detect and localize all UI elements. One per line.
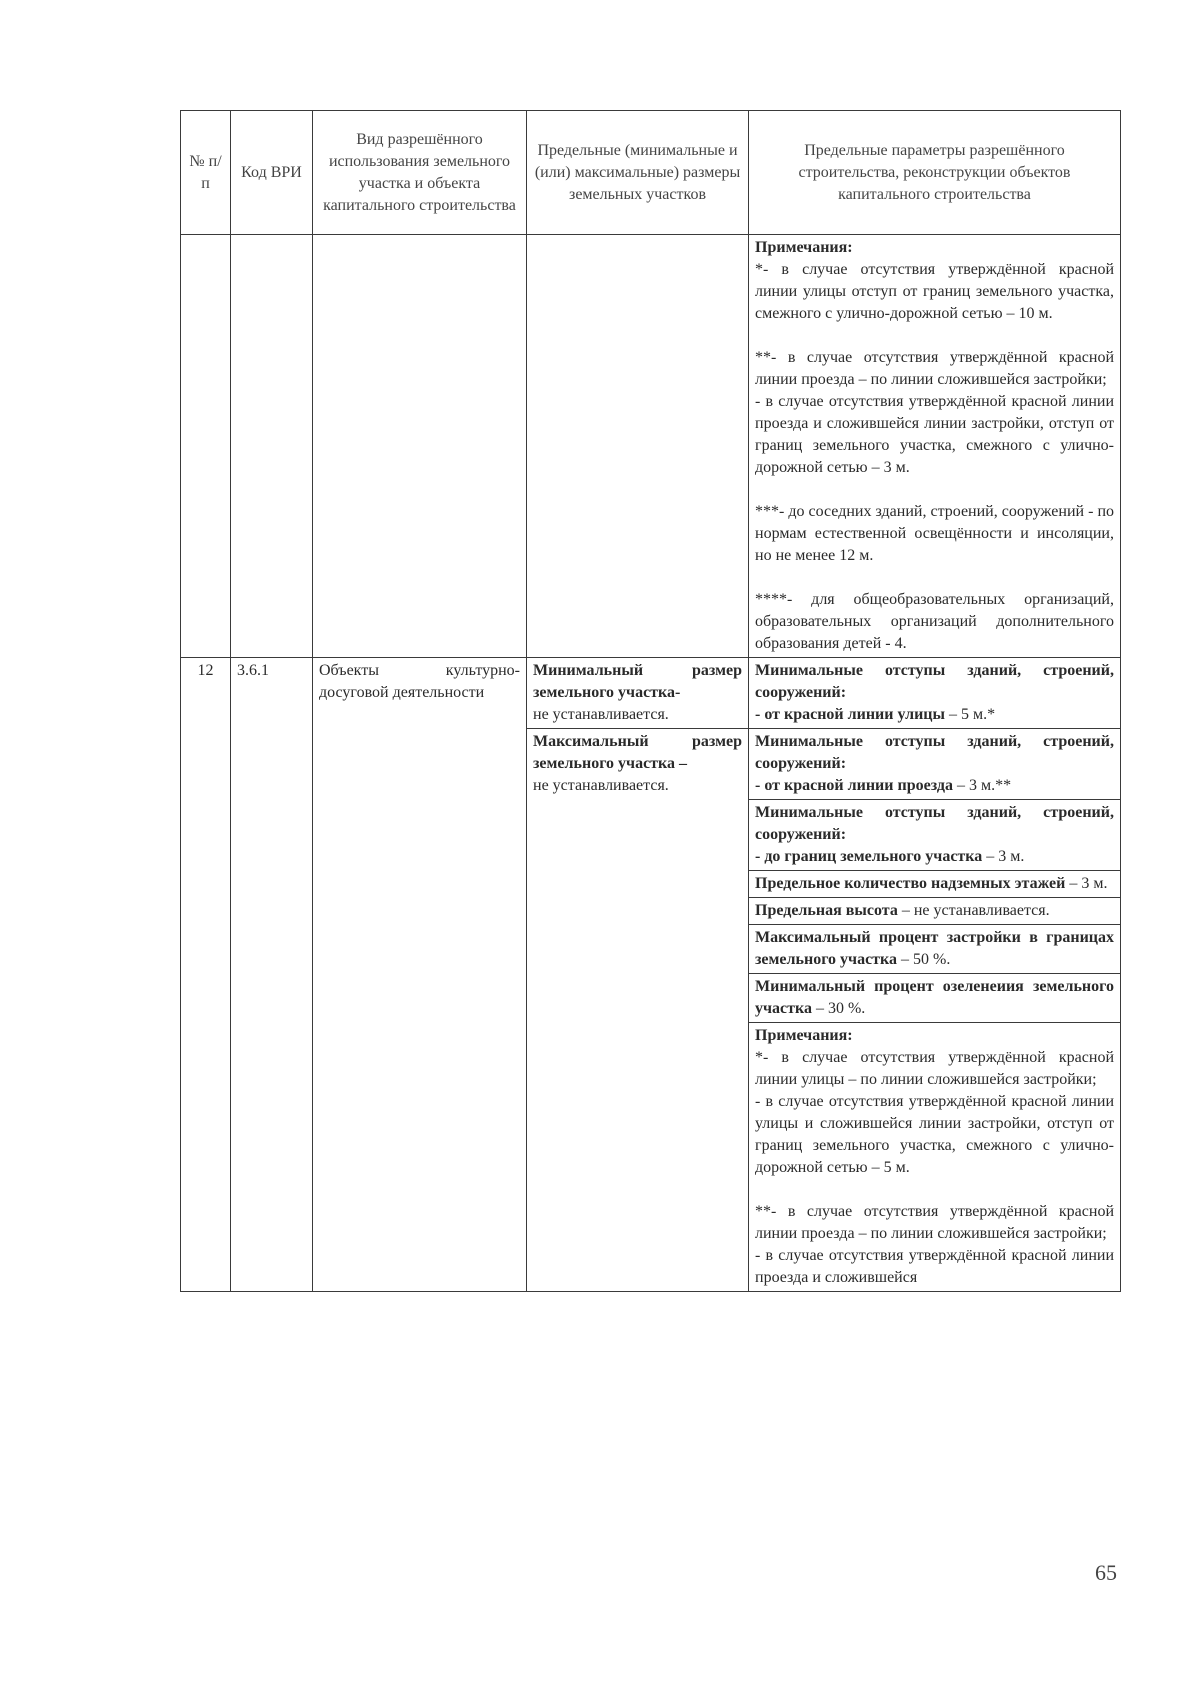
min-size-label: Минимальный размер земельного участка- <box>533 662 742 701</box>
note-paragraph: ****- для общеобразовательных организаций, образовательных организаций дополнительного образования детей - 4. <box>755 591 1114 652</box>
param-cell: Минимальные отступы зданий, строений, сооружений: - от красной линии проезда – 3 м.** <box>749 729 1121 800</box>
table-row-continuation <box>181 235 1121 658</box>
param-cell: Максимальный процент застройки в границах земельного участка – 50 %. <box>749 925 1121 974</box>
row-code: 3.6.1 <box>231 658 313 1292</box>
header-plot-size: Предельные (минимальные и (или) максимальные) размеры земельных участков <box>527 111 749 235</box>
note-paragraph: - в случае отсутствия утверждённой красной линии проезда и сложившейся <box>755 1247 1114 1286</box>
max-size-label: Максимальный размер земельного участка – <box>533 733 742 772</box>
regulations-table <box>180 110 1121 1292</box>
note-paragraph: *- в случае отсутствия утверждённой красной линии улицы – по линии сложившейся застройки; <box>755 1049 1114 1088</box>
param-cell: Минимальные отступы зданий, строений, сооружений: - от красной линии улицы – 5 м.* <box>749 658 1121 729</box>
max-size-cell <box>527 729 749 1292</box>
header-number: № п/п <box>181 111 231 235</box>
min-size-cell <box>527 658 749 729</box>
param-cell: Минимальные отступы зданий, строений, сооружений: - до границ земельного участка – 3 м. <box>749 800 1121 871</box>
note-paragraph: ***- до соседних зданий, строений, сооружений - по нормам естественной освещённости и инсоляции, но не менее 12 м. <box>755 503 1114 564</box>
min-size-value: не устанавливается. <box>533 706 669 723</box>
header-code: Код ВРИ <box>231 111 313 235</box>
note-paragraph: - в случае отсутствия утверждённой красной линии улицы и сложившейся линии застройки, отступ от границ земельного участка, смежного с улично-дорожной сетью – 5 м. <box>755 1093 1114 1176</box>
param-cell: Предельное количество надземных этажей – 3 м. <box>749 871 1121 898</box>
table-header-row <box>181 111 1121 235</box>
header-use-type: Вид разрешённого использования земельного участка и объекта капитального строительства <box>313 111 527 235</box>
param-cell: Предельная высота – не устанавливается. <box>749 898 1121 925</box>
header-parameters: Предельные параметры разрешённого строительства, реконструкции объектов капитального строительства <box>749 111 1121 235</box>
notes-cell <box>749 235 1121 658</box>
note-paragraph: **- в случае отсутствия утверждённой красной линии проезда – по линии сложившейся застройки; <box>755 349 1114 388</box>
notes-title: Примечания: <box>755 1027 853 1044</box>
note-paragraph: **- в случае отсутствия утверждённой красной линии проезда – по линии сложившейся застройки; <box>755 1203 1114 1242</box>
page-number: 65 <box>1095 1560 1117 1585</box>
max-size-value: не устанавливается. <box>533 777 669 794</box>
row-use-type: Объекты культурно-досуговой деятельности <box>313 658 527 1292</box>
notes-title: Примечания: <box>755 239 853 256</box>
note-paragraph: - в случае отсутствия утверждённой красной линии проезда и сложившейся линии застройки, отступ от границ земельного участка, смежного с улично-дорожной сетью – 3 м. <box>755 393 1114 476</box>
notes-cell <box>749 1023 1121 1292</box>
param-cell: Минимальный процент озеленеиия земельного участка – 30 %. <box>749 974 1121 1023</box>
table-row <box>181 658 1121 729</box>
note-paragraph: *- в случае отсутствия утверждённой красной линии улицы отступ от границ земельного участка, смежного с улично-дорожной сетью – 10 м. <box>755 261 1114 322</box>
row-number: 12 <box>181 658 231 1292</box>
